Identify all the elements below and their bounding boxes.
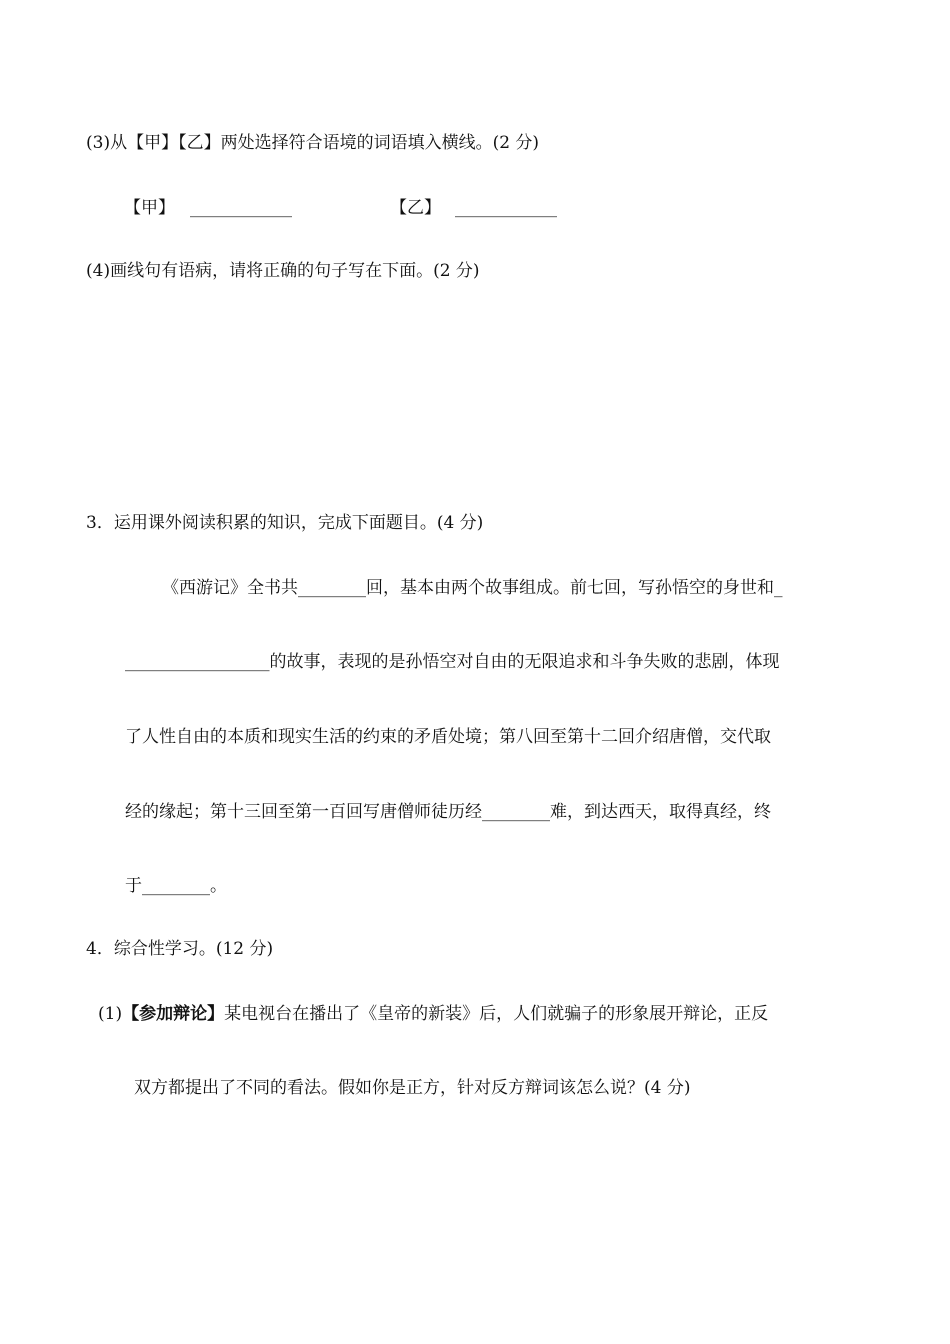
question-3-heading: 3．运用课外阅读积累的知识，完成下面题目。(4 分) [86, 513, 484, 533]
question-3-line-5: 于________。 [125, 876, 227, 896]
sub1-number: (1) [98, 1004, 123, 1024]
jia-answer-blank[interactable]: ____________ [190, 198, 292, 218]
question-4-heading: 4．综合性学习。(12 分) [86, 939, 274, 959]
yi-answer-blank[interactable]: ____________ [455, 198, 557, 218]
question-4-sub1-line-1 [98, 1003, 768, 1025]
question-3-line-1: 《西游记》全书共________回，基本由两个故事组成。前七回，写孙悟空的身世和_ [162, 578, 783, 598]
question-4-sub1-line-2: 双方都提出了不同的看法。假如你是正方，针对反方辩词该怎么说？(4 分) [134, 1078, 691, 1098]
sub1-text: 某电视台在播出了《皇帝的新装》后，人们就骗子的形象展开辩论，正反 [224, 1004, 769, 1024]
jia-label: 【甲】 [124, 198, 175, 218]
question-3-line-3: 了人性自由的本质和现实生活的约束的矛盾处境；第八回至第十二回介绍唐僧，交代取 [125, 727, 771, 747]
subquestion-3-text: (3)从【甲】【乙】两处选择符合语境的词语填入横线。(2 分) [86, 133, 540, 153]
question-3-line-2: _________________的故事，表现的是孙悟空对自由的无限追求和斗争失败的悲剧，体现 [125, 652, 780, 672]
question-3-line-4: 经的缘起；第十三回至第一百回写唐僧师徒历经________难，到达西天，取得真经，终 [125, 802, 771, 822]
yi-label: 【乙】 [390, 198, 441, 218]
subquestion-4-text: (4)画线句有语病，请将正确的句子写在下面。(2 分) [86, 261, 480, 281]
debate-tag: 【参加辩论】 [122, 1004, 225, 1024]
